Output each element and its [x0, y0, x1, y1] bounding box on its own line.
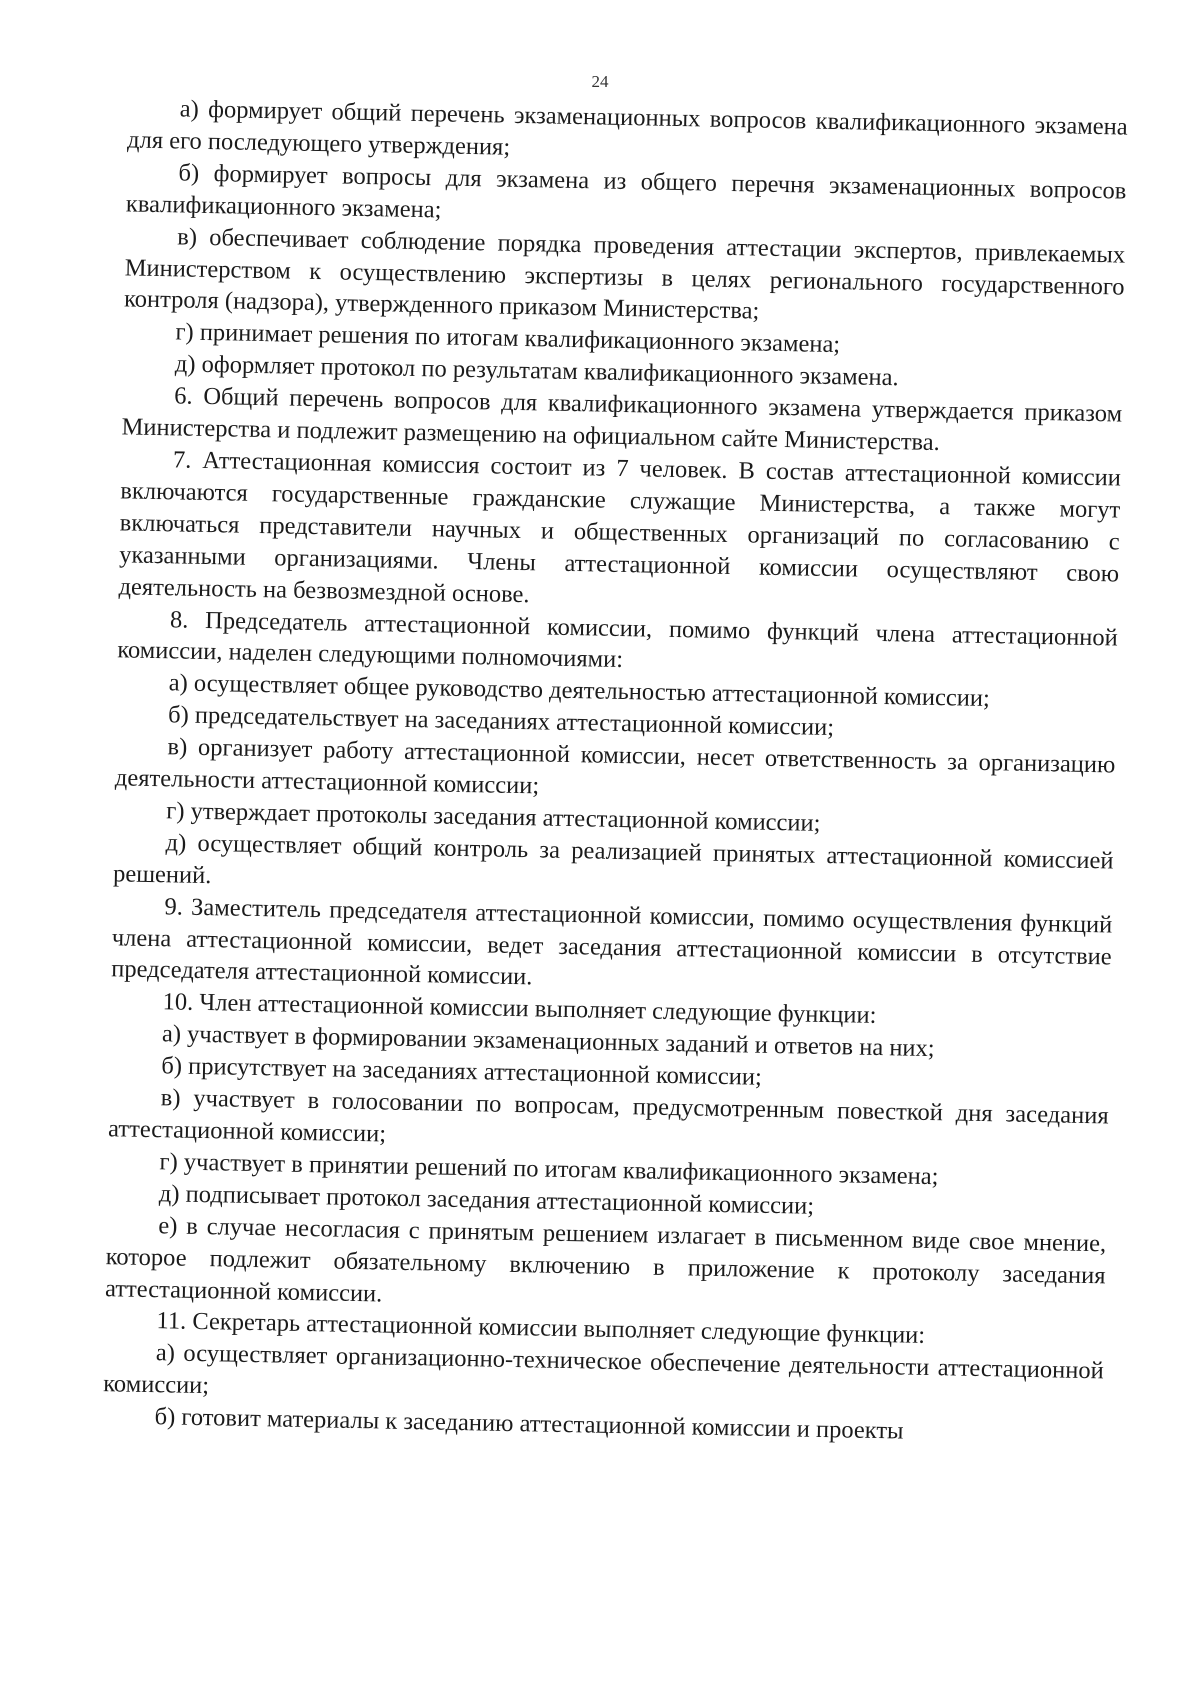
paragraph-5a: а) формирует общий перечень экзаменационных вопросов квалификационного экзамена для его последующего утверждения; — [126, 95, 1128, 161]
paragraph-10d: д) подписывает протокол заседания аттестационной комиссии; — [158, 1180, 815, 1220]
paragraph-10e: е) в случае несогласия с принятым решением излагает в письменном виде свое мнение, которое подлежит обязательному включению в приложение к протоколу заседания аттестационной комиссии. — [104, 1211, 1107, 1308]
paragraph-10v: в) участвует в голосовании по вопросам, предусмотренным повесткой дня заседания аттестационной комиссии; — [107, 1084, 1109, 1148]
paragraph-8v: в) организует работу аттестационной комиссии, несет ответственность за организацию деятельности аттестационной комиссии; — [114, 733, 1116, 800]
paragraph-8a: а) осуществляет общее руководство деятельностью аттестационной комиссии; — [168, 669, 991, 713]
paragraph-10b: б) присутствует на заседаниях аттестационной комиссии; — [161, 1052, 763, 1091]
paragraph-10a: а) участвует в формировании экзаменационных заданий и ответов на них; — [161, 1020, 935, 1063]
document-body — [102, 92, 1128, 1451]
paragraph-7: 7. Аттестационная комиссия состоит из 7 человек. В состав аттестационной комиссии включаются государственные гражданские служащие Министерства, а также могут включаться представители научных и общественных организаций по согласованию с указанными организациями. Члены аттестационной комиссии осуществляют свою деятельность на безвозмездной основе. — [118, 446, 1122, 608]
paragraph-11: 11. Секретарь аттестационной комиссии выполняет следующие функции: — [156, 1307, 926, 1350]
paragraph-8g: г) утверждает протоколы заседания аттестационной комиссии; — [166, 797, 821, 837]
paragraph-5d: д) оформляет протокол по результатам квалификационного экзамена. — [174, 350, 899, 392]
paragraph-8: 8. Председатель аттестационной комиссии, помимо функций члена аттестационной комиссии, наделен следующими полномочиями: — [117, 605, 1119, 674]
paragraph-11b: б) готовит материалы к заседанию аттестационной комиссии и проекты — [154, 1403, 904, 1445]
paragraph-5b: б) формирует вопросы для экзамена из общего перечня экзаменационных вопросов квалификационного экзамена; — [125, 159, 1127, 224]
paragraph-5v: в) обеспечивает соблюдение порядка проведения аттестации экспертов, привлекаемых Министерством к осуществлению экспертизы в целях регионального государственного контроля (надзора), утвержденного приказом Министерства; — [123, 223, 1126, 325]
paragraph-5g: г) принимает решения по итогам квалификационного экзамена; — [175, 318, 841, 359]
page-number: 24 — [591, 72, 609, 91]
paragraph-11a: а) осуществляет организационно-техническое обеспечение деятельности аттестационной комиссии; — [103, 1339, 1104, 1400]
paragraph-6: 6. Общий перечень вопросов для квалификационного экзамена утверждается приказом Министерства и подлежит размещению на официальном сайте Министерства. — [121, 382, 1123, 457]
paragraph-10: 10. Член аттестационной комиссии выполняет следующие функции: — [162, 988, 877, 1030]
paragraph-8d: д) осуществляет общий контроль за реализацией принятых аттестационной комиссией решений. — [112, 829, 1114, 889]
paragraph-10g: г) участвует в принятии решений по итогам квалификационного экзамена; — [159, 1148, 939, 1191]
paragraph-8b: б) председательствует на заседаниях аттестационной комиссии; — [167, 701, 835, 742]
paragraph-9: 9. Заместитель председателя аттестационной комиссии, помимо осуществления функций члена аттестационной комиссии, ведет заседания аттестационной комиссии в отсутствие председателя аттестационной комиссии. — [110, 892, 1113, 991]
